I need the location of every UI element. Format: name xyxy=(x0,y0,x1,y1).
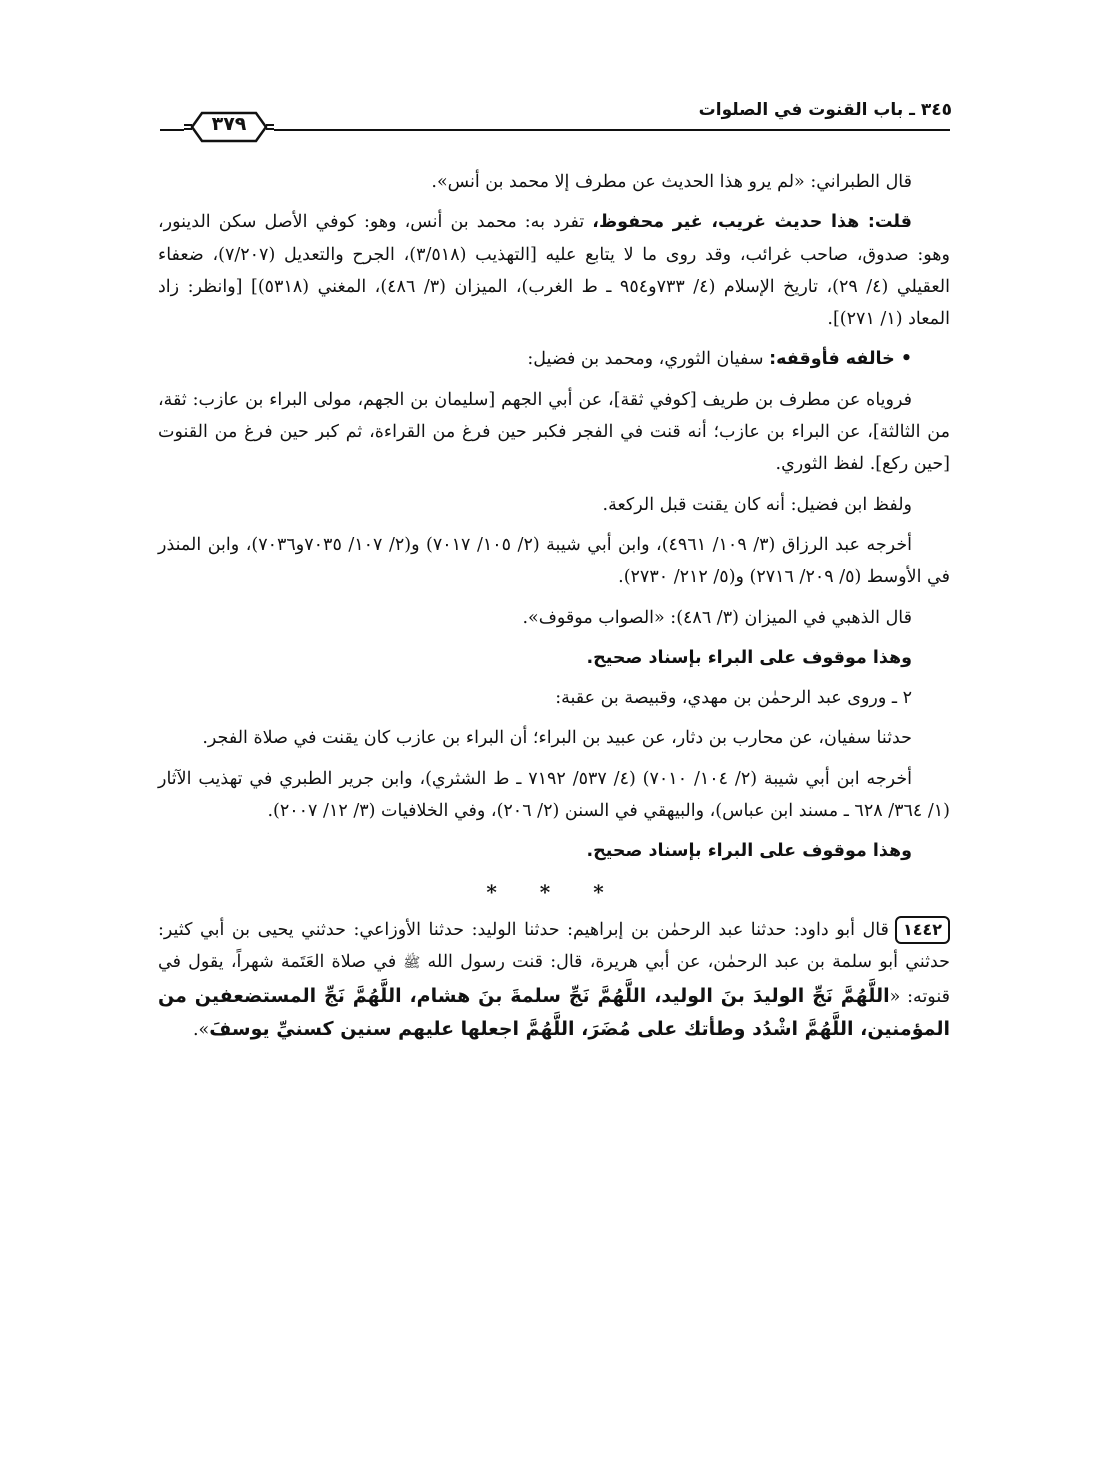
paragraph: فروياه عن مطرف بن طريف [كوفي ثقة]، عن أبي الجهم [سليمان بن الجهم، مولى البراء بن عازب: ثقة، من الثالثة]، عن البراء بن عازب؛ أنه قنت في الفجر فكبر حين فرغ من القراءة، ثم كبر حين فرغ من القنوت [حين ركع]. لفظ الثوري. xyxy=(158,389,950,475)
page-number: ٣٧٩ xyxy=(211,113,247,135)
hadith-number: ١٤٤٢ xyxy=(895,916,950,944)
paragraph: قال الطبراني: «لم يرو هذا الحديث عن مطرف إلا محمد بن أنس». xyxy=(431,172,912,192)
paragraph-text: في صلاة العَتَمة شهراً، يقول في قنوته: « xyxy=(158,952,950,1007)
paragraph-text: تفرد به: محمد بن أنس، وهو: كوفي الأصل سكن الدينور، وهو: صدوق، صاحب غرائب، وقد روى ما لا يتابع عليه [التهذيب (٣/٥١٨)، الجرح والتعديل (٧/٢٠٧)، ضعفاء العقيلي (٤/ ٢٩)، تاريخ الإسلام (٤/ ٧٣٣و٩٥٤ ـ ط الغرب)، الميزان (٣/ ٤٨٦)، المغني (٥٣١٨)] [وانظر: زاد المعاد (١/ ٢٧١)]. xyxy=(158,212,951,330)
paragraph: ٢ ـ وروى عبد الرحمٰن بن مهدي، وقبيصة بن عقبة: xyxy=(555,688,912,709)
paragraph-text: سفيان الثوري، ومحمد بن فضيل: xyxy=(527,349,770,370)
salutation-glyph: ﷺ xyxy=(403,955,421,972)
page-number-ornament xyxy=(184,107,274,147)
bold-phrase: • خالفه فأوقفه: xyxy=(769,349,912,370)
paragraph: وهذا موقوف على البراء بإسناد صحيح. xyxy=(586,647,912,668)
page-body xyxy=(158,166,950,1054)
section-separator: * * * xyxy=(486,879,622,904)
paragraph: قال الذهبي في الميزان (٣/ ٤٨٦): «الصواب موقوف». xyxy=(522,607,912,628)
paragraph: وهذا موقوف على البراء بإسناد صحيح. xyxy=(586,841,912,862)
bold-phrase: قلت: هذا حديث غريب، غير محفوظ، xyxy=(592,212,912,233)
header-rule xyxy=(160,129,950,131)
paragraph: أخرجه ابن أبي شيبة (٢/ ١٠٤/ ٧٠١٠) (٤/ ٥٣٧/ ٧١٩٢ ـ ط الشثري)، وابن جرير الطبري في تهذيب الآثار (١/ ٣٦٤/ ٦٢٨ ـ مسند ابن عباس)، والبيهقي في السنن (٢/ ٢٠٦)، وفي الخلافيات (٣/ ١٢/ ٢٠٠٧). xyxy=(158,768,950,822)
paragraph-text: ». xyxy=(192,1019,210,1040)
paragraph xyxy=(158,343,950,375)
paragraph: حدثنا سفيان، عن محارب بن دثار، عن عبيد بن البراء؛ أن البراء بن عازب كان يقنت في صلاة الفجر. xyxy=(202,728,912,749)
chapter-title: ٣٤٥ ـ باب القنوت في الصلوات xyxy=(698,100,952,120)
paragraph-text: قال أبو داود: حدثنا عبد الرحمٰن بن إبراهيم: حدثنا الوليد: حدثنا الأوزاعي: حدثني يحيى بن أبي كثير: حدثني أبو سلمة بن عبد الرحمٰن، عن أبي هريرة، قال: قنت رسول الله xyxy=(158,919,950,973)
bold-supplication: اللَّهُمَّ نَجِّ الوليدَ بنَ الوليد، اللَّهُمَّ نَجِّ سلمةَ بنَ هشام، اللَّهُمَّ نَجِّ المستضعفين من المؤمنين، اللَّهُمَّ اشْدُد وطأتك على مُضَرَ، اللَّهُمَّ اجعلها عليهم سنين كسنيِّ يوسفَ xyxy=(158,984,950,1040)
paragraph: ولفظ ابن فضيل: أنه كان يقنت قبل الركعة. xyxy=(602,494,912,515)
page-header xyxy=(160,92,952,148)
paragraph: أخرجه عبد الرزاق (٣/ ١٠٩/ ٤٩٦١)، وابن أبي شيبة (٢/ ١٠٥/ ٧٠١٧) و(٢/ ١٠٧/ ٧٠٣٥و٧٠٣٦)، وابن المنذر في الأوسط (٥/ ٢٠٩/ ٢٧١٦) و(٥/ ٢١٢/ ٢٧٣٠). xyxy=(158,534,950,588)
paragraph xyxy=(158,206,950,335)
hadith-paragraph xyxy=(158,914,950,1046)
